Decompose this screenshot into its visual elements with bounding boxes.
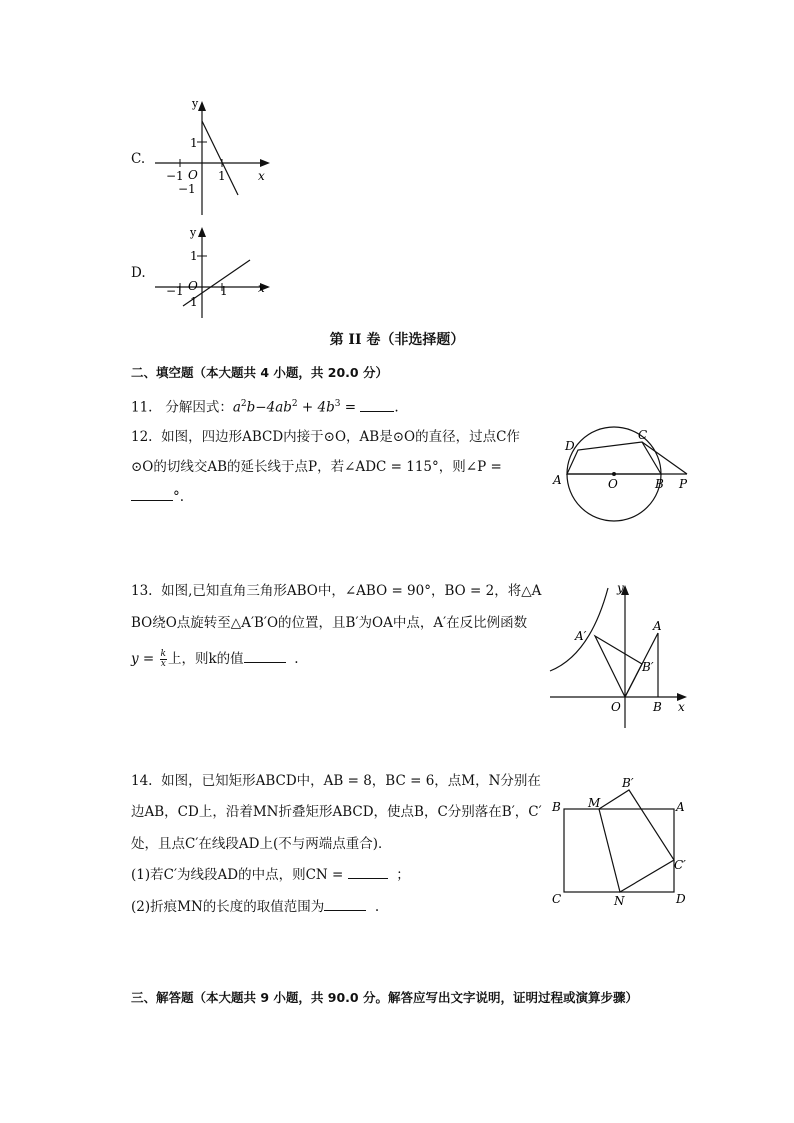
part2-title: 第 II 卷（非选择题） bbox=[329, 332, 465, 348]
q11-end: . bbox=[394, 399, 399, 416]
q13-label-a: A bbox=[653, 619, 662, 633]
q14-part2-end: . bbox=[374, 899, 380, 915]
q13-label-bprime: B′ bbox=[642, 660, 654, 674]
q14-num: 14. bbox=[131, 773, 153, 789]
q14-line3: 处，且点C′在线段AD上(不与两端点重合)． bbox=[131, 836, 392, 852]
q13-label-b: B bbox=[653, 700, 662, 714]
c-origin: O bbox=[188, 168, 198, 182]
c-one-x: 1 bbox=[218, 169, 226, 183]
q14-part1-blank bbox=[348, 866, 388, 879]
q14-label-n: N bbox=[614, 894, 625, 908]
c-neg-one-x: −1 bbox=[166, 169, 184, 183]
d-x-label: x bbox=[258, 281, 265, 295]
q13-line3-pre: y = bbox=[131, 651, 155, 667]
q13-label-y: y bbox=[617, 581, 624, 595]
q11-expr-a: a bbox=[232, 399, 241, 416]
q13-label-o: O bbox=[611, 700, 621, 714]
c-one-y: 1 bbox=[190, 136, 198, 150]
q12-line2: ⊙O的切线交AB的延长线于点P，若∠ADC = 115°，则∠P = bbox=[131, 459, 502, 475]
q14-label-d: D bbox=[676, 892, 686, 906]
option-c-graph bbox=[150, 95, 280, 220]
answer-section-heading: 三、解答题（本大题共 9 小题，共 90.0 分。解答应写出文字说明，证明过程或演算步骤） bbox=[131, 990, 638, 1005]
q13-label-aprime: A′ bbox=[575, 629, 587, 643]
q12-label-d: D bbox=[565, 439, 575, 453]
q14-label-a: A bbox=[676, 800, 685, 814]
fill-section-heading: 二、填空题（本大题共 4 小题，共 20.0 分） bbox=[131, 365, 388, 380]
q14-line2: 边AB，CD上，沿着MN折叠矩形ABCD，使点B，C分别落在B′，C′ bbox=[131, 804, 542, 820]
q14-label-m: M bbox=[588, 796, 601, 810]
q14-label-cprime: C′ bbox=[674, 858, 686, 872]
d-one-y: 1 bbox=[190, 249, 198, 263]
q12-label-c: C bbox=[638, 428, 648, 442]
q13-label-x: x bbox=[678, 700, 685, 714]
q14-figure bbox=[550, 773, 700, 908]
q11-expr-c: + 4b bbox=[301, 399, 335, 416]
c-neg-one-y: −1 bbox=[178, 182, 196, 196]
q11: 11. 分解因式：$a^2b-4ab^2 + 4b^3$ = . bbox=[131, 399, 399, 416]
q13-line3-end: . bbox=[294, 651, 299, 667]
option-d-graph bbox=[150, 222, 280, 322]
d-neg-one-x: −1 bbox=[166, 284, 184, 298]
q12-label-a: A bbox=[553, 473, 562, 487]
q12-line3-end: °. bbox=[173, 489, 185, 505]
q13-num: 13. bbox=[131, 583, 153, 599]
d-y-label: y bbox=[190, 226, 197, 239]
q11-expr-b: b−4ab bbox=[246, 399, 292, 416]
q13-frac-num: k bbox=[160, 649, 166, 659]
q13-line3-post: 上，则k的值 bbox=[168, 651, 244, 667]
option-c-label: C. bbox=[131, 151, 146, 167]
c-x-label: x bbox=[258, 169, 265, 183]
q13-frac-den: x bbox=[160, 659, 166, 669]
q11-text: 分解因式： bbox=[165, 399, 233, 416]
q14-label-bprime: B′ bbox=[622, 776, 634, 790]
q14-line1 bbox=[131, 772, 541, 790]
q13-line2: BO绕O点旋转至△A′B′O的位置，且B′为OA中点，A′在反比例函数 bbox=[131, 615, 528, 631]
option-d-label: D. bbox=[131, 265, 146, 281]
q12-label-o: O bbox=[608, 477, 618, 491]
q12-label-b: B bbox=[655, 477, 664, 491]
q14-part2 bbox=[131, 898, 379, 916]
q14-part1-end: ； bbox=[396, 867, 410, 883]
q12-label-p: P bbox=[679, 477, 688, 491]
c-y-label: y bbox=[192, 97, 199, 110]
q14-part2-blank bbox=[324, 898, 366, 911]
q12-figure bbox=[550, 428, 700, 528]
d-one-x: 1 bbox=[220, 284, 228, 298]
q14-line1-text: 如图，已知矩形ABCD中，AB = 8，BC = 6，点M，N分别在 bbox=[161, 773, 541, 789]
q11-num: 11. bbox=[131, 399, 153, 416]
q12-line3 bbox=[131, 488, 184, 506]
q14-part1-pre: (1)若C′为线段AD的中点，则CN = bbox=[131, 867, 344, 883]
q12-line1 bbox=[131, 428, 520, 446]
q12-answer-blank bbox=[131, 488, 173, 501]
q13-line3 bbox=[131, 650, 299, 669]
q13-line1 bbox=[131, 582, 541, 600]
q14-part1 bbox=[131, 866, 410, 884]
q13-line1-text: 如图,已知直角三角形ABO中，∠ABO = 90°，BO = 2，将△A bbox=[161, 583, 542, 599]
q14-part2-pre: (2)折痕MN的长度的取值范围为 bbox=[131, 899, 325, 915]
d-origin: O bbox=[188, 279, 198, 293]
q12-line1-text: 如图，四边形ABCD内接于⊙O，AB是⊙O的直径，过点C作 bbox=[161, 429, 520, 445]
d-neg-one-y: 1 bbox=[190, 295, 198, 309]
q13-answer-blank bbox=[244, 650, 286, 663]
q11-expr-end: = bbox=[340, 399, 361, 416]
q13-fraction bbox=[160, 650, 167, 669]
q12-num: 12. bbox=[131, 429, 153, 445]
q13-figure bbox=[545, 580, 695, 730]
q14-label-b: B bbox=[552, 800, 561, 814]
q11-answer-blank bbox=[360, 399, 394, 412]
q14-label-c: C bbox=[552, 892, 562, 906]
